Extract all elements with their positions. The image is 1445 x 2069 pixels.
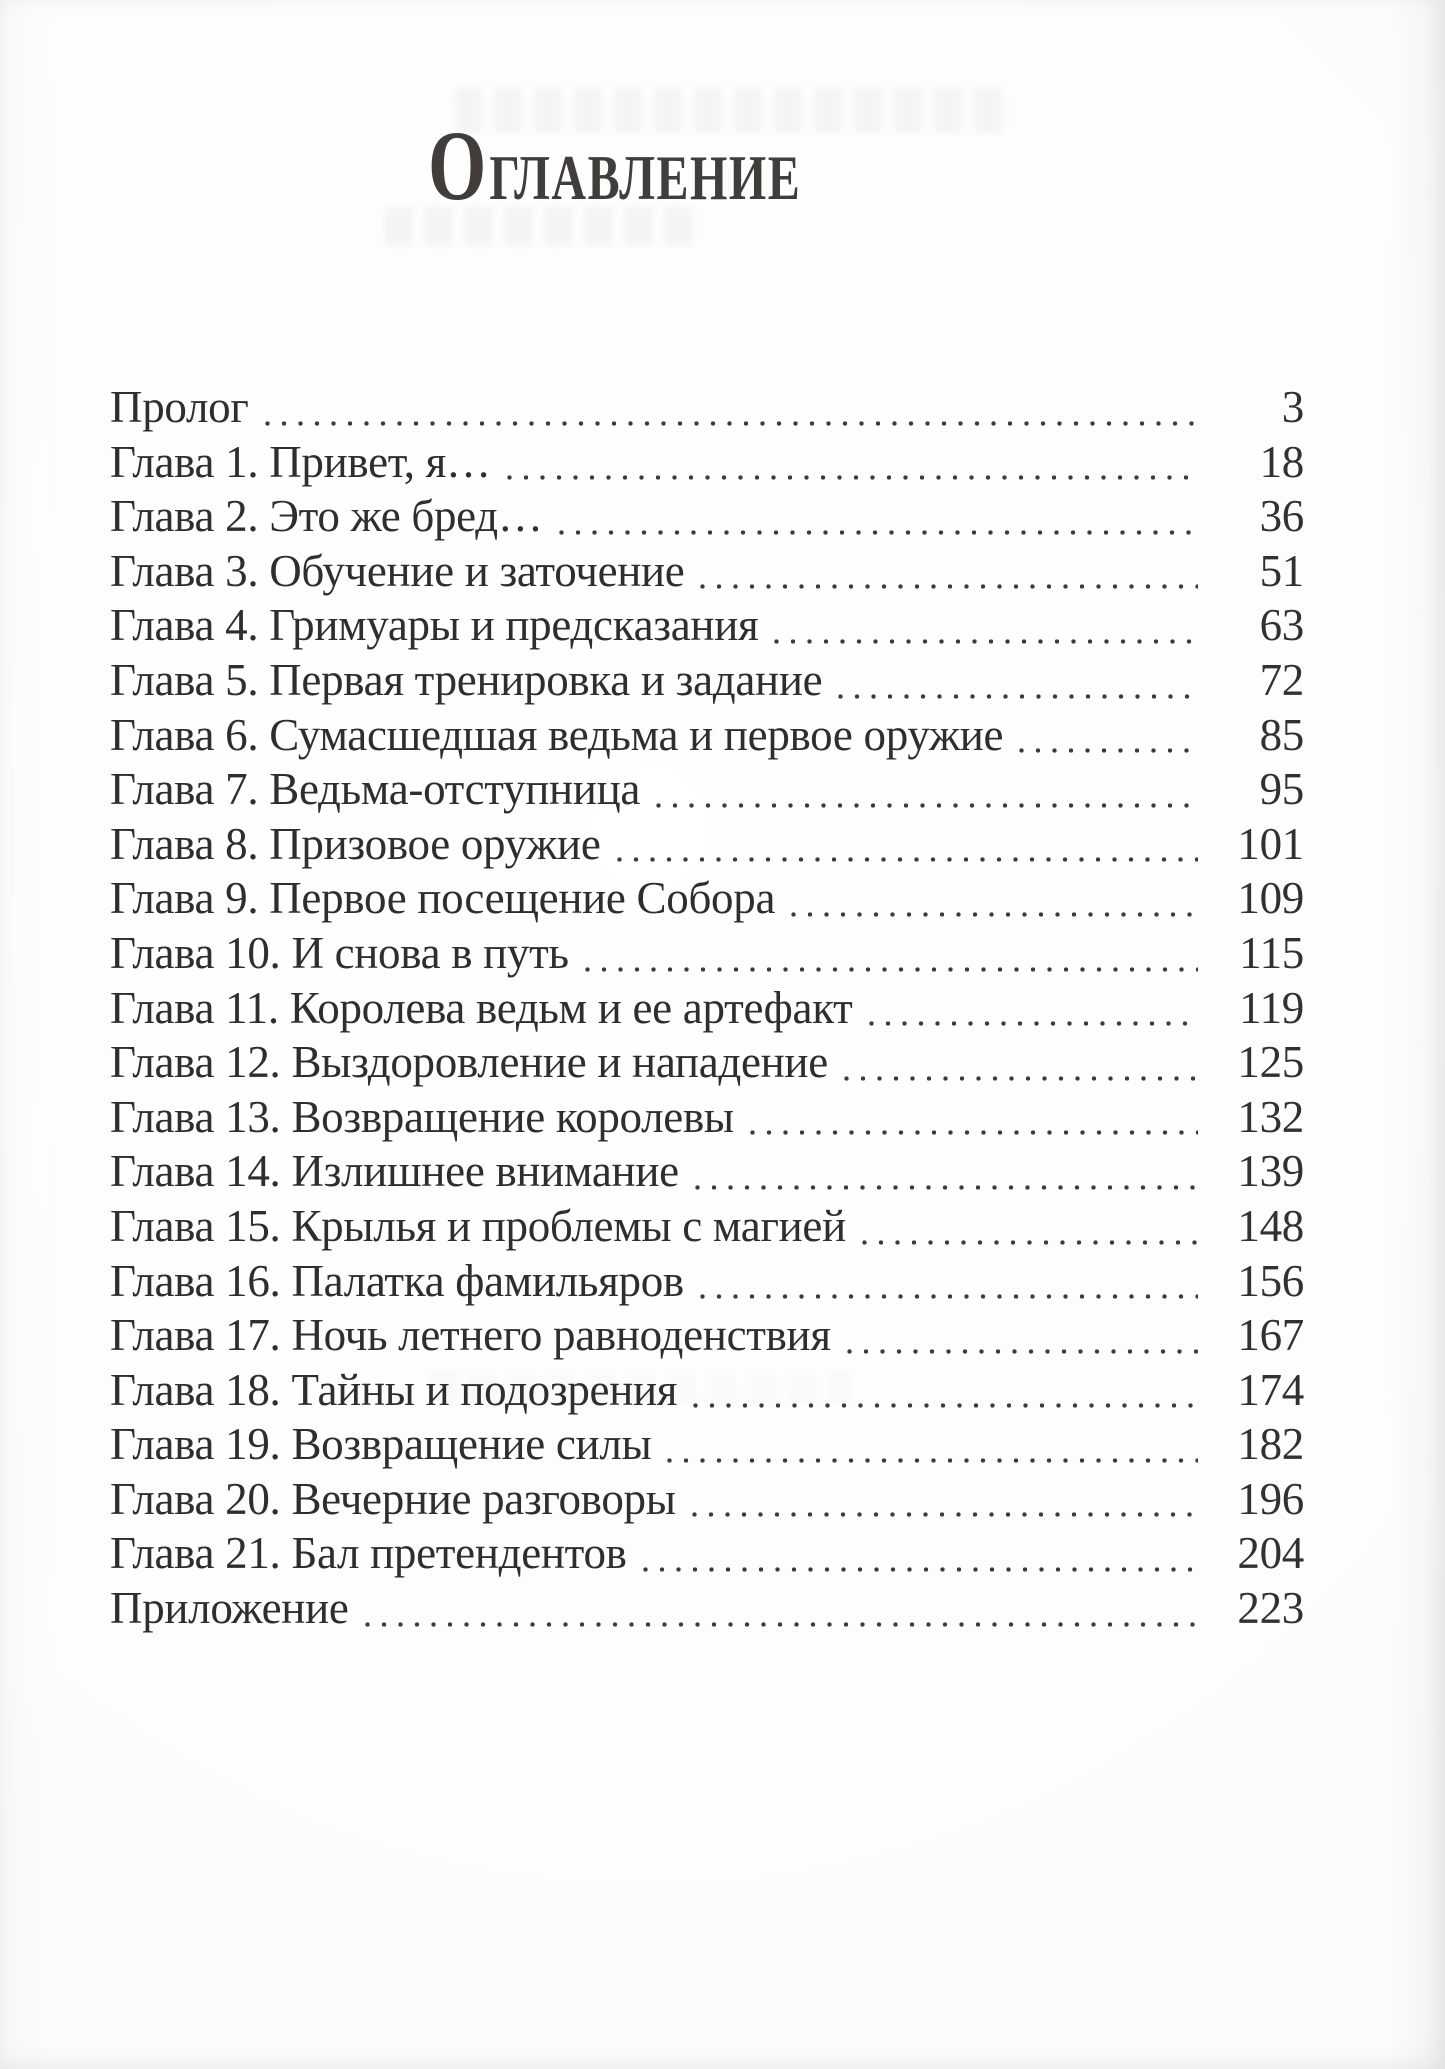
toc-entry-title: Глава 4. Гримуары и предсказания <box>110 600 759 651</box>
toc-page-number: 36 <box>1259 491 1304 542</box>
toc-entry <box>110 435 1304 490</box>
toc-entry <box>110 1308 1304 1363</box>
toc-page-number: 196 <box>1237 1473 1304 1524</box>
toc-entry-title: Пролог <box>110 382 249 432</box>
toc-entry-title: Глава 8. Призовое оружие <box>110 818 601 869</box>
toc-entry-title: Глава 14. Излишнее внимание <box>110 1146 679 1197</box>
toc-entry <box>110 1254 1304 1309</box>
toc-leader-dots <box>656 803 1198 808</box>
toc-leader-dots <box>667 1458 1198 1463</box>
toc-entry-title: Глава 3. Обучение и заточение <box>110 545 685 596</box>
toc-page-number: 109 <box>1237 873 1304 924</box>
toc-page-number: 51 <box>1259 545 1304 596</box>
toc-leader-dots <box>585 967 1198 972</box>
toc-page-number: 72 <box>1259 654 1304 705</box>
toc-entry-title: Глава 16. Палатка фамильяров <box>110 1255 684 1306</box>
toc-entry-title: Глава 18. Тайны и подозрения <box>110 1364 678 1415</box>
toc-entry <box>110 1363 1304 1418</box>
toc-page-number: 132 <box>1237 1091 1304 1142</box>
toc-leader-dots <box>507 475 1198 480</box>
toc-entry <box>110 1035 1304 1090</box>
toc-page-number: 85 <box>1259 709 1304 760</box>
toc-entry-title: Глава 5. Первая тренировка и задание <box>110 654 823 705</box>
toc-page-number: 167 <box>1237 1310 1304 1361</box>
toc-entry-title: Глава 17. Ночь летнего равноденствия <box>110 1310 831 1361</box>
toc-leader-dots <box>838 694 1198 699</box>
toc-entry-title: Глава 13. Возвращение королевы <box>110 1091 734 1142</box>
toc-entry <box>110 1472 1304 1527</box>
toc-leader-dots <box>862 1240 1198 1245</box>
toc-entry-title: Глава 9. Первое посещение Собора <box>110 873 776 924</box>
toc-entry-title: Глава 12. Выздоровление и нападение <box>110 1037 828 1088</box>
toc-entry <box>110 1526 1304 1581</box>
toc-entry <box>110 871 1304 926</box>
toc-list <box>110 380 1304 1636</box>
toc-page-number: 125 <box>1237 1037 1304 1088</box>
toc-leader-dots <box>265 421 1198 426</box>
toc-leader-dots <box>847 1349 1198 1354</box>
toc-leader-dots <box>693 1403 1198 1408</box>
toc-entry <box>110 1144 1304 1199</box>
toc-leader-dots <box>365 1622 1198 1627</box>
toc-entry <box>110 981 1304 1036</box>
toc-entry-title: Глава 6. Сумасшедшая ведьма и первое оружие <box>110 709 1004 760</box>
toc-leader-dots <box>844 1076 1198 1081</box>
toc-leader-dots <box>559 530 1198 535</box>
toc-entry-title: Глава 19. Возвращение силы <box>110 1419 652 1470</box>
toc-entry-title: Приложение <box>110 1583 349 1634</box>
toc-entry-title: Глава 11. Королева ведьм и ее артефакт <box>110 982 853 1033</box>
toc-entry <box>110 489 1304 544</box>
toc-entry-title: Глава 20. Вечерние разговоры <box>110 1473 676 1524</box>
toc-entry <box>110 598 1304 653</box>
toc-entry-title: Глава 7. Ведьма-отступница <box>110 764 641 815</box>
toc-leader-dots <box>1019 748 1198 753</box>
toc-leader-dots <box>791 912 1198 917</box>
toc-page-number: 63 <box>1259 600 1304 651</box>
toc-leader-dots <box>700 584 1198 589</box>
toc-page-number: 174 <box>1237 1364 1304 1415</box>
toc-entry <box>110 1090 1304 1145</box>
toc-leader-dots <box>692 1512 1198 1517</box>
toc-entry-title: Глава 1. Привет, я… <box>110 436 491 487</box>
toc-entry <box>110 1417 1304 1472</box>
toc-page-number: 95 <box>1259 764 1304 815</box>
toc-leader-dots <box>869 1021 1198 1026</box>
toc-page-number: 156 <box>1237 1255 1304 1306</box>
toc-entry-title: Глава 21. Бал претендентов <box>110 1528 627 1579</box>
toc-leader-dots <box>695 1185 1198 1190</box>
toc-leader-dots <box>750 1130 1198 1135</box>
toc-leader-dots <box>774 639 1198 644</box>
toc-leader-dots <box>617 857 1198 862</box>
toc-entry <box>110 926 1304 981</box>
toc-entry <box>110 1581 1304 1636</box>
toc-page-number: 3 <box>1281 382 1304 432</box>
toc-entry <box>110 817 1304 872</box>
toc-entry-title: Глава 10. И снова в путь <box>110 927 569 978</box>
toc-entry <box>110 1199 1304 1254</box>
toc-page-number: 223 <box>1237 1583 1304 1634</box>
toc-entry <box>110 708 1304 763</box>
toc-entry <box>110 544 1304 599</box>
toc-entry <box>110 762 1304 817</box>
toc-leader-dots <box>700 1294 1198 1299</box>
toc-page-number: 115 <box>1239 927 1304 978</box>
toc-leader-dots <box>643 1567 1198 1572</box>
page-title: ОГЛАВЛЕНИЕ <box>428 110 802 221</box>
toc-page-number: 18 <box>1259 436 1304 487</box>
toc-page-number: 139 <box>1237 1146 1304 1197</box>
toc-page-number: 119 <box>1239 982 1304 1033</box>
toc-page-number: 204 <box>1237 1528 1304 1579</box>
toc-page-number: 101 <box>1237 818 1304 869</box>
toc-entry <box>110 380 1304 435</box>
toc-page-number: 148 <box>1237 1200 1304 1251</box>
toc-entry <box>110 653 1304 708</box>
toc-entry-title: Глава 15. Крылья и проблемы с магией <box>110 1200 846 1251</box>
toc-page-number: 182 <box>1237 1419 1304 1470</box>
toc-entry-title: Глава 2. Это же бред… <box>110 491 543 542</box>
